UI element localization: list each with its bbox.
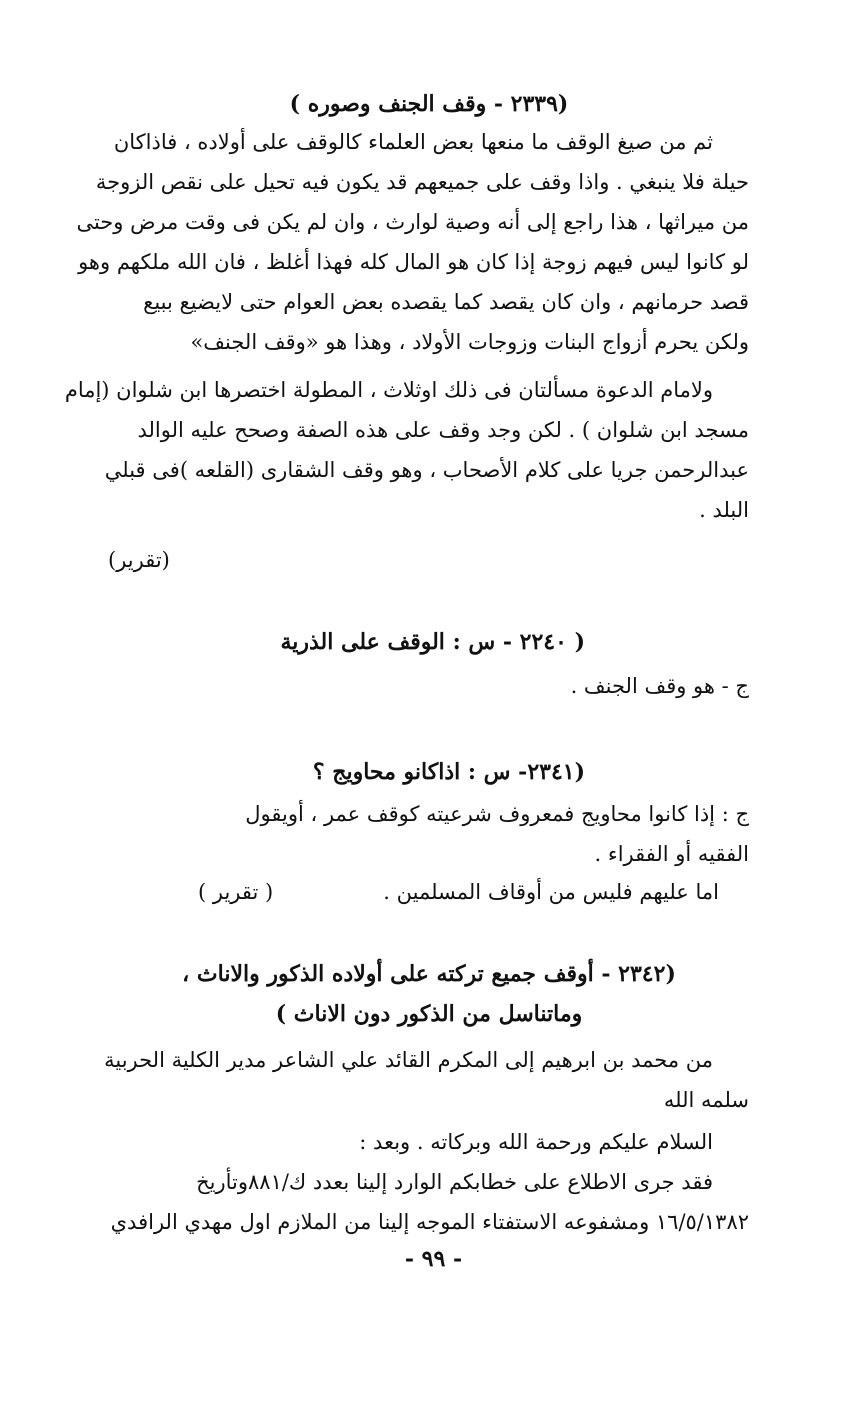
letter-greeting (109, 1122, 749, 1162)
answer-last-text: اما عليهم فليس من أوقاف المسلمين . (383, 880, 719, 904)
text-line: الفقيه أو الفقراء . (594, 842, 749, 866)
heading-2341 (165, 756, 585, 788)
page-number-text: - ٩٩ - (404, 1246, 463, 1272)
source-note-2341 (198, 872, 273, 912)
text-line: من ميراثها ، هذا راجع إلى أنه وصية لوارث ، وان لم يكن فى وقت مرض وحتى (76, 210, 749, 234)
letter-salute: سلمه الله (663, 1088, 749, 1112)
heading-2342-line2 (109, 998, 749, 1030)
text-line: لو كانوا ليس فيهم زوجة إذا كان هو المال كله فهذا أغلظ ، فان الله ملكهم وهو (78, 250, 749, 274)
letter-body (109, 1162, 749, 1242)
text-line: عبدالرحمن جريا على كلام الأصحاب ، وهو وقف الشقارى (القلعه )فى قبلي (104, 458, 749, 482)
answer-2341 (109, 794, 749, 874)
heading-2240 (165, 626, 585, 658)
letter-address (104, 1040, 749, 1120)
heading-2342-text-1: (٢٣٤٢ - أوقف جميع تركته على أولاده الذكور والاناث ، (182, 961, 676, 987)
text-line: ولامام الدعوة مسألتان فى ذلك اوثلاث ، المطولة اختصرها ابن شلوان (إمام (64, 378, 713, 402)
text-line: مسجد ابن شلوان ) . لكن وجد وقف على هذه الصفة وصحح عليه الوالد (137, 418, 749, 442)
answer-text: ج - هو وقف الجنف . (570, 674, 749, 698)
text-line: حيلة فلا ينبغي . واذا وقف على جميعهم قد يكون فيه تحيل على نقص الزوجة (95, 170, 749, 194)
heading-2339 (109, 88, 749, 120)
answer-2240 (109, 666, 749, 706)
text-line: ولكن يحرم أزواج البنات وزوجات الأولاد ، وهذا هو «وقف الجنف» (190, 330, 749, 354)
text-line: ج : إذا كانوا محاويج فمعروف شرعيته كوقف عمر ، أويقول (245, 802, 749, 826)
heading-2240-text: ( ٢٢٤٠ - س : الوقف على الذرية (280, 629, 585, 655)
answer-2341-last (379, 872, 719, 912)
text-line: البلد . (699, 498, 749, 522)
text-line: ١٦/٥/١٣٨٢ ومشفوعه الاستفتاء الموجه إلينا من الملازم اول مهدي الرافدي (110, 1210, 749, 1234)
source-note-2339 (108, 548, 170, 572)
paragraph-2339-1 (76, 122, 749, 362)
source-note-text: ( تقرير ) (198, 880, 274, 904)
text-line: ثم من صيغ الوقف ما منعها بعض العلماء كالوقف على أولاده ، فاذاكان (113, 130, 713, 154)
text-line: فقد جرى الاطلاع على خطابكم الوارد إلينا بعدد ك/٨٨١وتأريخ (196, 1170, 713, 1194)
letter-from: من محمد بن ابرهيم إلى المكرم القائد علي الشاعر مدير الكلية الحربية (104, 1048, 713, 1072)
text-line: قصد حرمانهم ، وان كان يقصد كما يقصده بعض العوام حتى لايضيع ببيع (143, 290, 749, 314)
heading-2339-text: (٢٣٣٩ - وقف الجنف وصوره ) (289, 91, 569, 117)
heading-2342-text-2: وماتناسل من الذكور دون الاناث ) (275, 1001, 583, 1027)
heading-2341-text: (٢٣٤١- س : اذاكانو محاويج ؟ (312, 759, 585, 785)
page-number (0, 1246, 867, 1272)
heading-2342-line1 (109, 958, 749, 990)
source-note-text: (تقرير) (108, 548, 170, 572)
paragraph-2339-2 (64, 370, 749, 530)
greeting-text: السلام عليكم ورحمة الله وبركاته . وبعد : (359, 1130, 713, 1154)
